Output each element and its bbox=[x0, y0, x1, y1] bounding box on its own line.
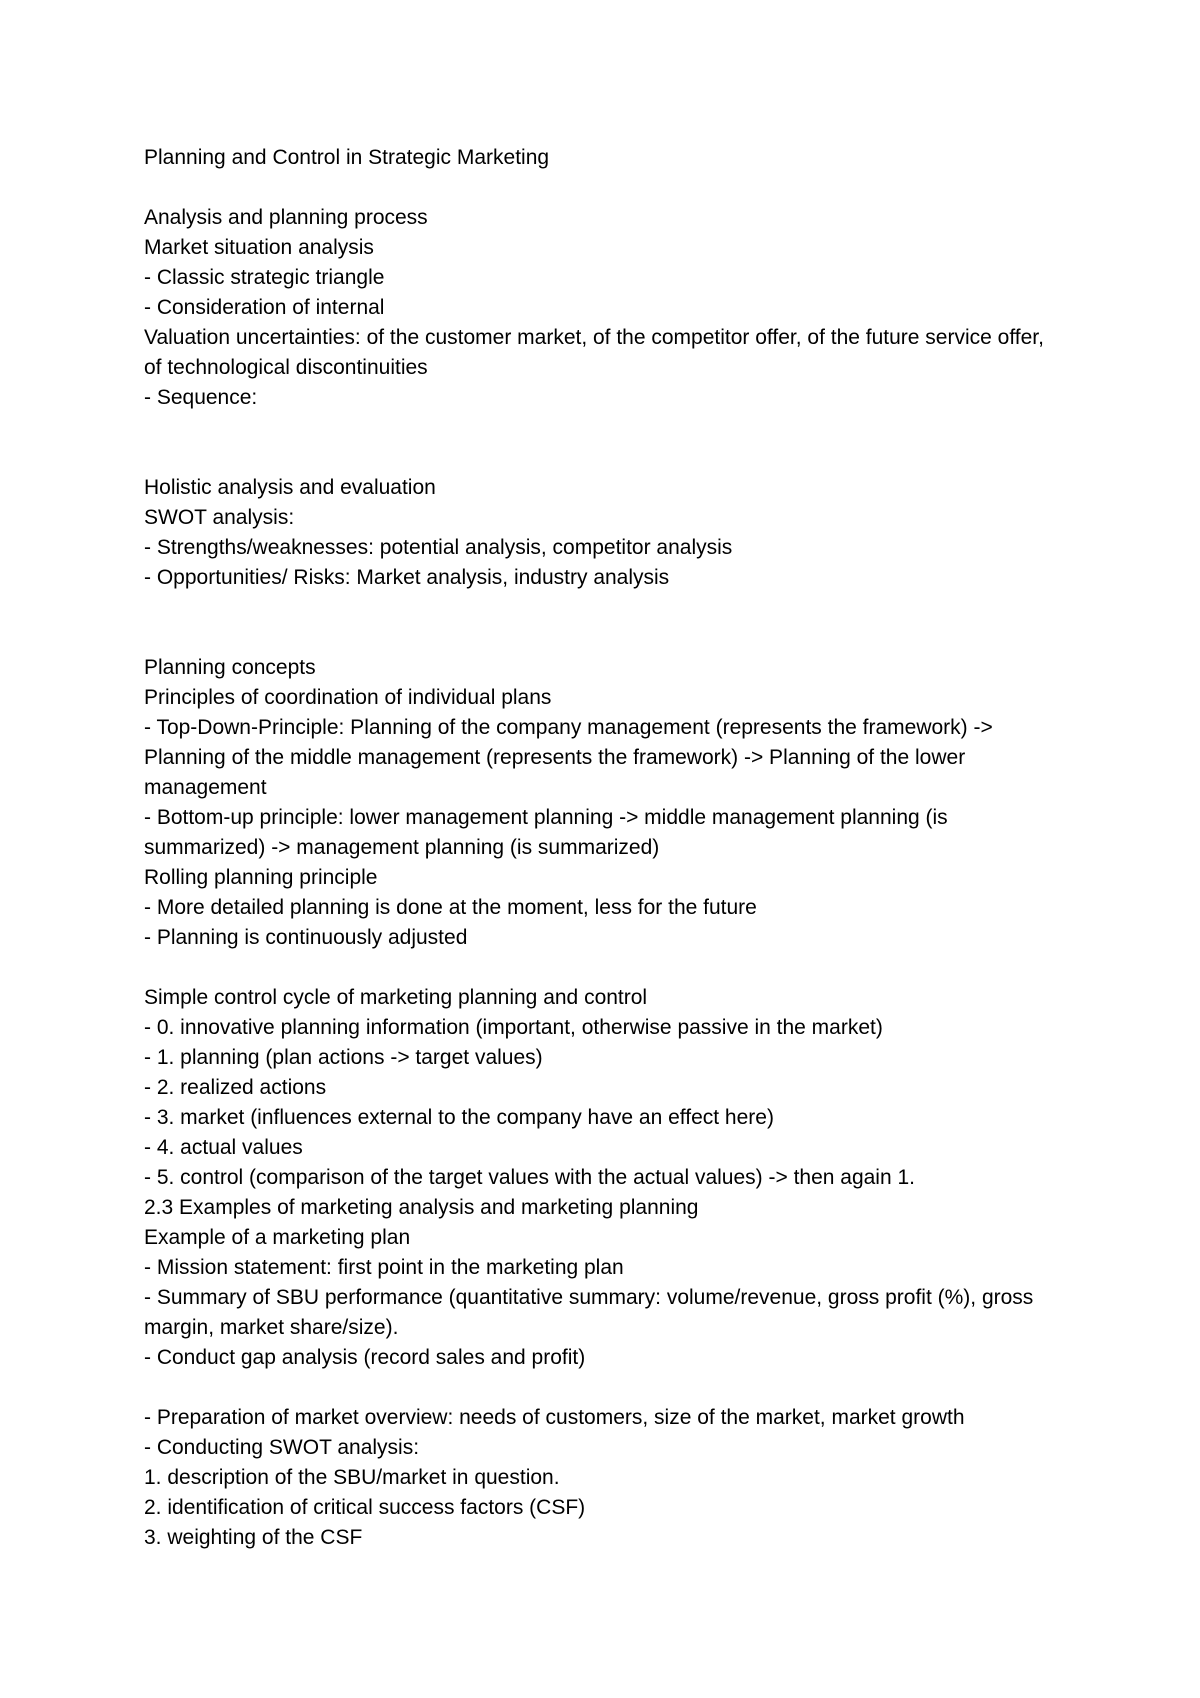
text-line: - Mission statement: first point in the marketing plan bbox=[144, 1256, 624, 1279]
section-heading: Planning concepts bbox=[144, 656, 316, 679]
text-line: Example of a marketing plan bbox=[144, 1226, 411, 1249]
text-line: - Preparation of market overview: needs of customers, size of the market, market growth bbox=[144, 1406, 965, 1429]
text-line: - 5. control (comparison of the target values with the actual values) -> then again 1. bbox=[144, 1166, 916, 1189]
blank-line bbox=[144, 953, 1064, 983]
blank-line bbox=[144, 443, 1064, 473]
text-line: - Sequence: bbox=[144, 386, 258, 409]
document-title: Planning and Control in Strategic Marketing bbox=[144, 146, 550, 169]
text-line: - Conducting SWOT analysis: bbox=[144, 1436, 420, 1459]
section-heading: Analysis and planning process bbox=[144, 206, 428, 229]
section-heading: Simple control cycle of marketing planning and control bbox=[144, 986, 648, 1009]
text-line: - 2. realized actions bbox=[144, 1076, 327, 1099]
text-line: - Top-Down-Principle: Planning of the company management (represents the framework) -> Planning of the middle management (represents the framework) -> Planning of the lower management bbox=[144, 716, 993, 799]
blank-line bbox=[144, 1373, 1064, 1403]
text-line: - Conduct gap analysis (record sales and profit) bbox=[144, 1346, 586, 1369]
text-line: - 0. innovative planning information (important, otherwise passive in the market) bbox=[144, 1016, 883, 1039]
text-line: - Opportunities/ Risks: Market analysis, industry analysis bbox=[144, 566, 670, 589]
text-line: Principles of coordination of individual plans bbox=[144, 686, 552, 709]
blank-line bbox=[144, 173, 1064, 203]
section-heading: 2.3 Examples of marketing analysis and marketing planning bbox=[144, 1196, 699, 1219]
text-line: 2. identification of critical success factors (CSF) bbox=[144, 1496, 586, 1519]
text-line: Valuation uncertainties: of the customer market, of the competitor offer, of the future service offer, of technological discontinuities bbox=[144, 326, 1044, 379]
text-line: - 4. actual values bbox=[144, 1136, 303, 1159]
text-line: 3. weighting of the CSF bbox=[144, 1526, 363, 1549]
document-body bbox=[144, 143, 1064, 1553]
text-line: - Strengths/weaknesses: potential analysis, competitor analysis bbox=[144, 536, 733, 559]
text-line: 1. description of the SBU/market in question. bbox=[144, 1466, 560, 1489]
text-line: - Summary of SBU performance (quantitative summary: volume/revenue, gross profit (%), gross margin, market share/size). bbox=[144, 1286, 1034, 1339]
blank-line bbox=[144, 413, 1064, 443]
text-line: - Bottom-up principle: lower management planning -> middle management planning (is summarized) -> management planning (is summarized) bbox=[144, 806, 948, 859]
text-line: - Classic strategic triangle bbox=[144, 266, 385, 289]
text-line: - Planning is continuously adjusted bbox=[144, 926, 468, 949]
text-line: - 1. planning (plan actions -> target values) bbox=[144, 1046, 543, 1069]
text-line: Market situation analysis bbox=[144, 236, 374, 259]
section-heading: Holistic analysis and evaluation bbox=[144, 476, 436, 499]
blank-line bbox=[144, 593, 1064, 623]
text-line: SWOT analysis: bbox=[144, 506, 295, 529]
blank-line bbox=[144, 623, 1064, 653]
text-line: Rolling planning principle bbox=[144, 866, 378, 889]
text-line: - 3. market (influences external to the company have an effect here) bbox=[144, 1106, 774, 1129]
text-line: - More detailed planning is done at the moment, less for the future bbox=[144, 896, 757, 919]
text-line: - Consideration of internal bbox=[144, 296, 385, 319]
